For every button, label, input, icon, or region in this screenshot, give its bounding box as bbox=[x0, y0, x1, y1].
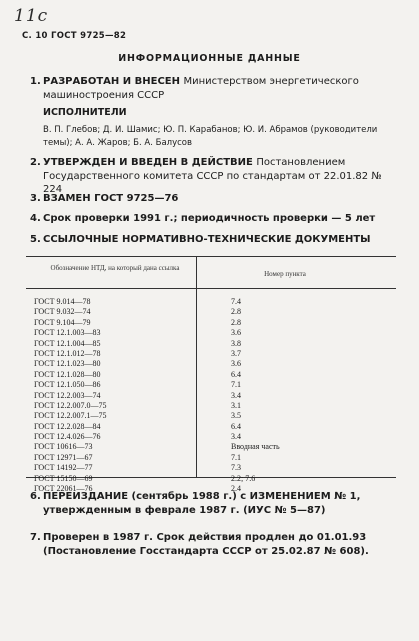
table-cell-clause: 3.4 bbox=[231, 390, 241, 400]
page-header: С. 10 ГОСТ 9725—82 bbox=[22, 31, 127, 41]
table-row bbox=[34, 422, 394, 432]
table-cell-clause: 7.4 bbox=[231, 297, 241, 306]
item-2 bbox=[30, 156, 392, 197]
table-cell-clause: 2.2; 7.6 bbox=[231, 473, 256, 483]
table-cell-clause: 2.8 bbox=[231, 307, 241, 317]
page-title: ИНФОРМАЦИОННЫЕ ДАННЫЕ bbox=[118, 53, 301, 64]
table-cell-document: ГОСТ 12.2.028—84 bbox=[34, 421, 101, 431]
item-number: 7. bbox=[30, 532, 41, 543]
table-cell-clause: 3.8 bbox=[231, 338, 241, 348]
table-cell-document: ГОСТ 12.2.007.0—75 bbox=[34, 400, 107, 410]
item-6 bbox=[30, 490, 392, 517]
executors-heading: ИСПОЛНИТЕЛИ bbox=[43, 107, 127, 118]
item-text: Постановлением Государственного комитета СССР по стандартам от 22.01.82 № 224 bbox=[43, 157, 382, 195]
item-number: 1. bbox=[30, 76, 41, 87]
item-bold-text: ССЫЛОЧНЫЕ НОРМАТИВНО-ТЕХНИЧЕСКИЕ ДОКУМЕНТЫ bbox=[43, 234, 371, 245]
table-cell-clause: Вводная часть bbox=[231, 442, 280, 452]
table-row bbox=[34, 328, 394, 338]
table-row bbox=[34, 318, 394, 328]
item-text: Министерством энергетического машиностроения СССР bbox=[43, 76, 359, 101]
item-7 bbox=[30, 531, 392, 558]
table-cell-document: ГОСТ 15150—69 bbox=[34, 473, 93, 483]
item-bold-text: УТВЕРЖДЕН И ВВЕДЕН В ДЕЙСТВИЕ bbox=[43, 157, 253, 168]
table-cell-clause: 7.1 bbox=[231, 380, 241, 390]
table-row bbox=[34, 463, 394, 473]
item-text: ПЕРЕИЗДАНИЕ (сентябрь 1988 г.) с ИЗМЕНЕНИЕМ № 1, утвержденным в феврале 1987 г. (ИУС № 5—87) bbox=[43, 491, 361, 516]
table-cell-document: ГОСТ 12.1.050—86 bbox=[34, 380, 101, 390]
table-row bbox=[34, 474, 394, 484]
table-row bbox=[34, 391, 394, 401]
table-cell-document: ГОСТ 12.1.004—85 bbox=[34, 338, 101, 348]
table-cell-clause: 3.6 bbox=[231, 359, 241, 369]
table-cell-document: ГОСТ 12971—67 bbox=[34, 452, 93, 462]
table-cell-clause: 3.4 bbox=[231, 432, 241, 442]
table-row bbox=[34, 380, 394, 390]
table-row bbox=[34, 339, 394, 349]
table-cell-clause: 7.1 bbox=[231, 452, 241, 462]
table-row bbox=[34, 349, 394, 359]
table-cell-document: ГОСТ 9.032—74 bbox=[34, 307, 91, 317]
table-cell-clause: 3.1 bbox=[231, 400, 241, 410]
table-cell-clause: 3.6 bbox=[231, 328, 241, 338]
table-cell-clause: 7.3 bbox=[231, 463, 241, 473]
table-row bbox=[34, 359, 394, 369]
table-row bbox=[34, 297, 394, 307]
table-cell-document: ГОСТ 12.2.003—74 bbox=[34, 390, 101, 400]
table-cell-document: ГОСТ 10616—73 bbox=[34, 442, 93, 452]
item-number: 6. bbox=[30, 491, 41, 502]
table-cell-clause: 6.4 bbox=[231, 369, 241, 379]
table-header-document: Обозначение НТД, на который дана ссылка bbox=[50, 264, 180, 272]
table-cell-document: ГОСТ 12.2.007.1—75 bbox=[34, 411, 107, 421]
table-cell-document: ГОСТ 22061—76 bbox=[34, 484, 93, 494]
table-body bbox=[34, 297, 394, 494]
item-5 bbox=[30, 233, 392, 247]
table-cell-document: ГОСТ 12.1.012—78 bbox=[34, 348, 101, 358]
table-cell-clause: 6.4 bbox=[231, 421, 241, 431]
item-number: 2. bbox=[30, 157, 41, 168]
table-cell-document: ГОСТ 12.1.028—80 bbox=[34, 369, 101, 379]
executors-list: В. П. Глебов; Д. И. Шамис; Ю. П. Карабанов; Ю. И. Абрамов (руководители темы); А. А. Жаров; Б. А. Балусов bbox=[43, 125, 378, 148]
table-row bbox=[34, 401, 394, 411]
table-cell-clause: 3.5 bbox=[231, 411, 241, 421]
item-bold-text: РАЗРАБОТАН И ВНЕСЕН bbox=[43, 76, 180, 87]
table-cell-clause: 3.7 bbox=[231, 348, 241, 358]
table-cell-clause: 2.8 bbox=[231, 317, 241, 327]
table-header-clause: Номер пункта bbox=[264, 270, 306, 278]
table-cell-document: ГОСТ 14192—77 bbox=[34, 463, 93, 473]
table-cell-clause: 2.4 bbox=[231, 484, 241, 494]
item-number: 5. bbox=[30, 234, 41, 245]
table-cell-document: ГОСТ 12.4.026—76 bbox=[34, 432, 101, 442]
table-cell-document: ГОСТ 12.1.003—83 bbox=[34, 328, 101, 338]
table-header-rule bbox=[26, 288, 396, 289]
item-text: Срок проверки 1991 г.; периодичность проверки — 5 лет bbox=[43, 213, 376, 224]
table-cell-document: ГОСТ 9.104—79 bbox=[34, 317, 91, 327]
item-3 bbox=[30, 192, 392, 206]
table-row bbox=[34, 453, 394, 463]
item-number: 4. bbox=[30, 213, 41, 224]
table-row bbox=[34, 307, 394, 317]
table-cell-document: ГОСТ 12.1.023—80 bbox=[34, 359, 101, 369]
handwritten-mark: 11c bbox=[14, 6, 49, 26]
table-row bbox=[34, 442, 394, 452]
item-bold-text: ВЗАМЕН ГОСТ 9725—76 bbox=[43, 193, 179, 204]
item-1 bbox=[30, 75, 392, 102]
item-number: 3. bbox=[30, 193, 41, 204]
table-row bbox=[34, 432, 394, 442]
item-4 bbox=[30, 212, 392, 226]
item-text: Проверен в 1987 г. Срок действия продлен до 01.01.93 (Постановление Госстандарта СССР от 25.02.87 № 608). bbox=[43, 532, 369, 557]
table-row bbox=[34, 370, 394, 380]
table-row bbox=[34, 411, 394, 421]
table-cell-document: ГОСТ 9.014—78 bbox=[34, 297, 91, 306]
